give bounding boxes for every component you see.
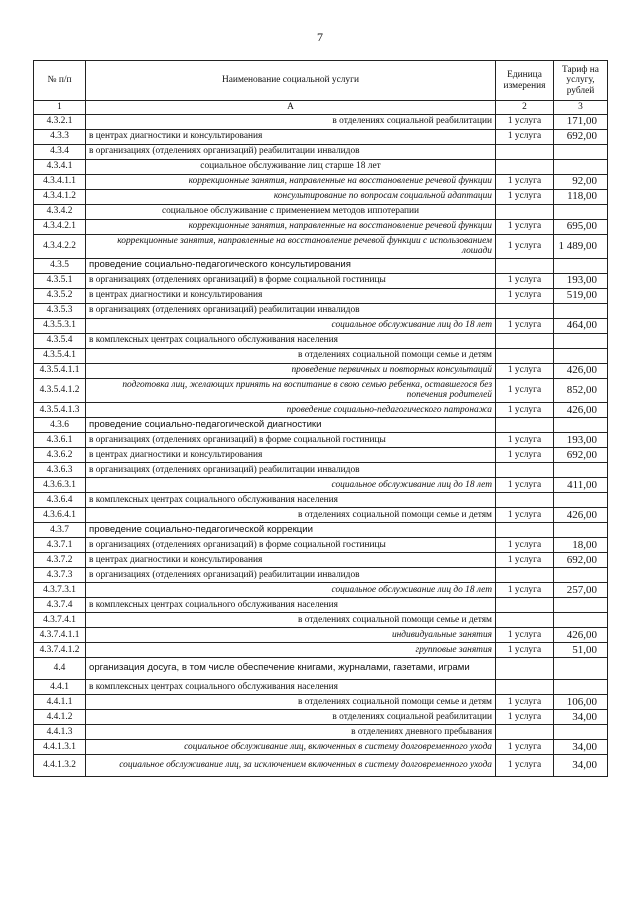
table-row [34,612,608,627]
service-name: в комплексных центрах социального обслуживания населения [86,679,496,694]
unit-of-measure: 1 услуга [496,477,554,492]
service-name: проведение социально-педагогического консультирования [86,258,496,273]
column-index: 1 [34,101,86,115]
column-index-row [34,101,608,115]
service-name: в центрах диагностики и консультирования [86,288,496,303]
tariff-value: 92,00 [554,174,608,189]
tariff-value: 426,00 [554,507,608,522]
unit-of-measure: 1 услуга [496,432,554,447]
tariff-value [554,612,608,627]
service-name: индивидуальные занятия [86,627,496,642]
service-number: 4.3.6 [34,417,86,432]
tariff-value [554,258,608,273]
table-row [34,378,608,402]
table-row [34,739,608,754]
unit-of-measure: 1 услуга [496,402,554,417]
table-row [34,273,608,288]
tariff-value: 464,00 [554,318,608,333]
service-number: 4.3.4.1.2 [34,189,86,204]
service-name: консультирование по вопросам социальной адаптации [86,189,496,204]
services-tariff-table [33,60,608,777]
service-number: 4.4.1.3.1 [34,739,86,754]
service-number: 4.3.6.2 [34,447,86,462]
unit-of-measure: 1 услуга [496,273,554,288]
tariff-value [554,417,608,432]
unit-of-measure: 1 услуга [496,363,554,378]
service-number: 4.3.5 [34,258,86,273]
tariff-value: 692,00 [554,129,608,144]
service-name: в отделениях социальной помощи семье и детям [86,348,496,363]
tariff-value: 426,00 [554,363,608,378]
service-name: в организациях (отделениях организаций) реабилитации инвалидов [86,144,496,159]
service-name: в комплексных центрах социального обслуживания населения [86,492,496,507]
table-row [34,492,608,507]
tariff-value [554,159,608,174]
tariff-value [554,204,608,219]
table-row [34,144,608,159]
service-number: 4.3.7.4.1 [34,612,86,627]
tariff-value [554,657,608,679]
tariff-value: 257,00 [554,582,608,597]
column-index: 2 [496,101,554,115]
header-unit: Единица измерения [496,61,554,101]
page-number: 7 [317,30,323,44]
service-number: 4.3.5.1 [34,273,86,288]
service-number: 4.3.5.3 [34,303,86,318]
unit-of-measure: 1 услуга [496,378,554,402]
table-row [34,417,608,432]
header-tariff: Тариф на услугу, рублей [554,61,608,101]
service-name: коррекционные занятия, направленные на восстановление речевой функции с использованием лошади [86,234,496,258]
service-number: 4.3.7.4 [34,597,86,612]
unit-of-measure [496,612,554,627]
service-number: 4.4.1.1 [34,694,86,709]
table-row [34,522,608,537]
unit-of-measure [496,679,554,694]
service-name: в отделениях социальной реабилитации [86,709,496,724]
service-number: 4.4.1 [34,679,86,694]
table-row [34,288,608,303]
tariff-value: 852,00 [554,378,608,402]
table-row [34,537,608,552]
unit-of-measure: 1 услуга [496,537,554,552]
service-name: социальное обслуживание лиц, за исключением включенных в систему долговременного ухода [86,754,496,776]
unit-of-measure: 1 услуга [496,129,554,144]
service-number: 4.3.7.2 [34,552,86,567]
tariff-value [554,597,608,612]
table-row [34,129,608,144]
service-name: в комплексных центрах социального обслуживания населения [86,333,496,348]
service-number: 4.4.1.2 [34,709,86,724]
service-name: в отделениях социальной помощи семье и детям [86,507,496,522]
service-name: коррекционные занятия, направленные на восстановление речевой функции [86,219,496,234]
service-name: в организациях (отделениях организаций) в форме социальной гостиницы [86,432,496,447]
service-number: 4.3.7.1 [34,537,86,552]
table-row [34,582,608,597]
tariff-value: 34,00 [554,739,608,754]
unit-of-measure: 1 услуга [496,234,554,258]
service-number: 4.4 [34,657,86,679]
service-name: в отделениях социальной реабилитации [86,114,496,129]
unit-of-measure: 1 услуга [496,507,554,522]
service-number: 4.3.7.3.1 [34,582,86,597]
service-number: 4.3.4.2.1 [34,219,86,234]
unit-of-measure: 1 услуга [496,189,554,204]
service-number: 4.3.6.4.1 [34,507,86,522]
column-index: А [86,101,496,115]
table-row [34,657,608,679]
tariff-value: 519,00 [554,288,608,303]
unit-of-measure [496,462,554,477]
unit-of-measure [496,333,554,348]
tariff-value: 1 489,00 [554,234,608,258]
service-name: в организациях (отделениях организаций) в форме социальной гостиницы [86,273,496,288]
unit-of-measure: 1 услуга [496,447,554,462]
table-row [34,159,608,174]
service-name: социальное обслуживание лиц, включенных в систему долговременного ухода [86,739,496,754]
service-name: проведение социально-педагогической коррекции [86,522,496,537]
tariff-value [554,348,608,363]
service-name: в центрах диагностики и консультирования [86,447,496,462]
service-number: 4.3.5.4.1.2 [34,378,86,402]
column-index: 3 [554,101,608,115]
table-row [34,234,608,258]
table-row [34,333,608,348]
tariff-value: 171,00 [554,114,608,129]
unit-of-measure: 1 услуга [496,642,554,657]
table-row [34,679,608,694]
table-row [34,432,608,447]
table-row [34,204,608,219]
unit-of-measure [496,657,554,679]
unit-of-measure [496,204,554,219]
unit-of-measure: 1 услуга [496,694,554,709]
service-number: 4.3.3 [34,129,86,144]
tariff-value: 106,00 [554,694,608,709]
service-number: 4.3.5.4.1.1 [34,363,86,378]
unit-of-measure [496,492,554,507]
service-number: 4.3.7.3 [34,567,86,582]
service-number: 4.3.7.4.1.2 [34,642,86,657]
unit-of-measure [496,348,554,363]
service-number: 4.4.1.3 [34,724,86,739]
service-number: 4.3.5.4 [34,333,86,348]
service-number: 4.3.6.1 [34,432,86,447]
tariff-value: 118,00 [554,189,608,204]
service-name: в отделениях социальной помощи семье и детям [86,694,496,709]
unit-of-measure [496,303,554,318]
unit-of-measure: 1 услуга [496,739,554,754]
service-number: 4.3.6.3 [34,462,86,477]
table-row [34,754,608,776]
unit-of-measure [496,417,554,432]
tariff-value [554,303,608,318]
table-row [34,303,608,318]
table-row [34,709,608,724]
table-row [34,363,608,378]
tariff-value: 34,00 [554,754,608,776]
unit-of-measure [496,597,554,612]
tariff-value [554,144,608,159]
table-row [34,627,608,642]
service-number: 4.3.5.4.1.3 [34,402,86,417]
table-row [34,189,608,204]
service-name: проведение первичных и повторных консультаций [86,363,496,378]
service-name: социальное обслуживание лиц до 18 лет [86,318,496,333]
tariff-value [554,492,608,507]
unit-of-measure [496,724,554,739]
table-row [34,507,608,522]
service-name: организация досуга, в том числе обеспечение книгами, журналами, газетами, играми [86,657,496,679]
table-row [34,318,608,333]
service-name: проведение социально-педагогической диагностики [86,417,496,432]
unit-of-measure [496,144,554,159]
service-number: 4.3.6.3.1 [34,477,86,492]
unit-of-measure: 1 услуга [496,174,554,189]
service-name: в организациях (отделениях организаций) реабилитации инвалидов [86,567,496,582]
tariff-value: 18,00 [554,537,608,552]
unit-of-measure: 1 услуга [496,288,554,303]
service-name: в центрах диагностики и консультирования [86,129,496,144]
header-name: Наименование социальной услуги [86,61,496,101]
tariff-value [554,724,608,739]
table-row [34,258,608,273]
unit-of-measure: 1 услуга [496,318,554,333]
tariff-value: 34,00 [554,709,608,724]
header-num: № п/п [34,61,86,101]
unit-of-measure: 1 услуга [496,709,554,724]
tariff-value [554,333,608,348]
unit-of-measure: 1 услуга [496,552,554,567]
service-name: групповые занятия [86,642,496,657]
table-row [34,462,608,477]
table-body [34,114,608,776]
tariff-value: 193,00 [554,432,608,447]
table-row [34,567,608,582]
tariff-value: 426,00 [554,402,608,417]
table-row [34,174,608,189]
service-number: 4.3.4.1.1 [34,174,86,189]
service-number: 4.3.4.2 [34,204,86,219]
tariff-value: 193,00 [554,273,608,288]
service-number: 4.3.5.2 [34,288,86,303]
tariff-value: 695,00 [554,219,608,234]
table-row [34,724,608,739]
table-row [34,694,608,709]
service-number: 4.3.2.1 [34,114,86,129]
service-name: в комплексных центрах социального обслуживания населения [86,597,496,612]
service-number: 4.3.7.4.1.1 [34,627,86,642]
table-row [34,642,608,657]
service-number: 4.4.1.3.2 [34,754,86,776]
tariff-value: 692,00 [554,447,608,462]
service-number: 4.3.7 [34,522,86,537]
tariff-value: 426,00 [554,627,608,642]
service-number: 4.3.4.1 [34,159,86,174]
service-number: 4.3.4 [34,144,86,159]
service-name: в организациях (отделениях организаций) реабилитации инвалидов [86,303,496,318]
unit-of-measure [496,258,554,273]
unit-of-measure: 1 услуга [496,627,554,642]
service-name: в центрах диагностики и консультирования [86,552,496,567]
tariff-value [554,567,608,582]
tariff-value: 411,00 [554,477,608,492]
table-row [34,348,608,363]
service-name: проведение социально-педагогического патронажа [86,402,496,417]
service-number: 4.3.5.4.1 [34,348,86,363]
service-number: 4.3.5.3.1 [34,318,86,333]
service-name: подготовка лиц, желающих принять на воспитание в свою семью ребенка, оставшегося без попечения родителей [86,378,496,402]
table-row [34,447,608,462]
table-header-row [34,61,608,101]
unit-of-measure: 1 услуга [496,582,554,597]
service-name: в отделениях дневного пребывания [86,724,496,739]
unit-of-measure [496,522,554,537]
tariff-value [554,462,608,477]
table-row [34,219,608,234]
table-row [34,402,608,417]
table-row [34,477,608,492]
service-name: социальное обслуживание лиц до 18 лет [86,477,496,492]
unit-of-measure: 1 услуга [496,114,554,129]
unit-of-measure: 1 услуга [496,219,554,234]
tariff-value: 692,00 [554,552,608,567]
service-name: коррекционные занятия, направленные на восстановление речевой функции [86,174,496,189]
service-name: в отделениях социальной помощи семье и детям [86,612,496,627]
tariff-value [554,679,608,694]
service-name: социальное обслуживание лиц до 18 лет [86,582,496,597]
unit-of-measure [496,567,554,582]
service-number: 4.3.4.2.2 [34,234,86,258]
service-name: социальное обслуживание лиц старше 18 лет [86,159,496,174]
unit-of-measure: 1 услуга [496,754,554,776]
table-row [34,114,608,129]
service-name: в организациях (отделениях организаций) в форме социальной гостиницы [86,537,496,552]
tariff-value [554,522,608,537]
unit-of-measure [496,159,554,174]
service-number: 4.3.6.4 [34,492,86,507]
table-row [34,597,608,612]
service-name: социальное обслуживание с применением методов иппотерапии [86,204,496,219]
table-row [34,552,608,567]
tariff-value: 51,00 [554,642,608,657]
service-name: в организациях (отделениях организаций) реабилитации инвалидов [86,462,496,477]
